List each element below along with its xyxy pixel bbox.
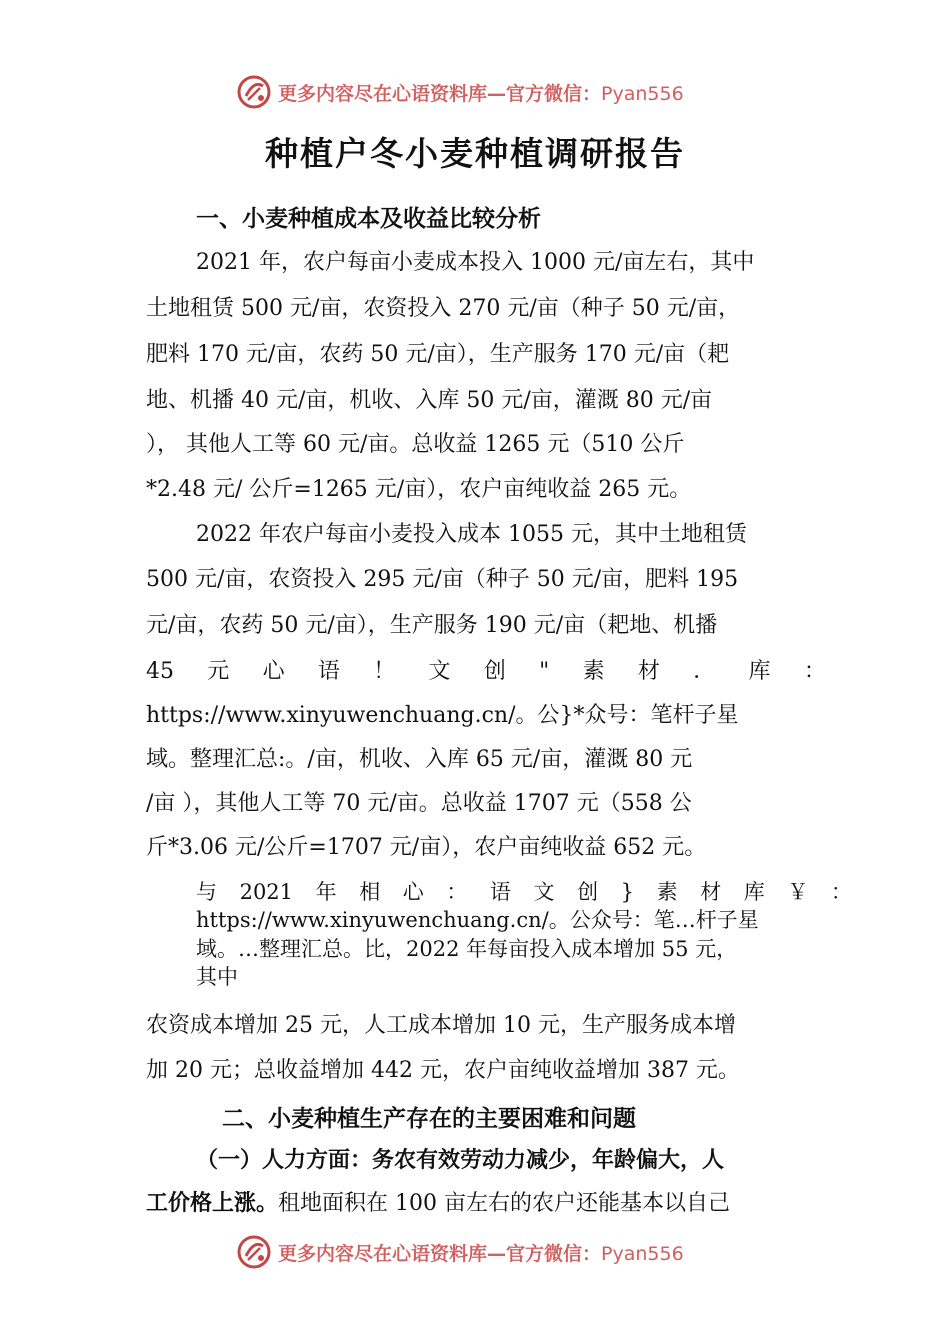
paragraph-line: ）， 其他人工等 60 元/亩。总收益 1265 元（510 公斤 bbox=[146, 432, 685, 457]
spread-text-line: 与 2021 年 相 心 ： 语 文 创 } 素 材 库 ￥ ： bbox=[196, 880, 852, 904]
paragraph-line: 工价格上涨。租地面积在 100 亩左右的农户还能基本以自己 bbox=[146, 1191, 730, 1216]
paragraph-line: 肥料 170 元/亩，农药 50 元/亩），生产服务 170 元/亩（耙 bbox=[146, 342, 730, 367]
watermark-text: 更多内容尽在心语资料库—官方微信：Pyan556 bbox=[278, 1242, 684, 1265]
brand-logo-icon bbox=[236, 74, 272, 110]
paragraph-line: 其中 bbox=[196, 965, 238, 989]
paragraph-line: /亩 ），其他人工等 70 元/亩。总收益 1707 元（558 公 bbox=[146, 791, 692, 816]
paragraph-line: https://www.xinyuwenchuang.cn/。公}*众号：笔杆子星 bbox=[146, 703, 739, 728]
page-title: 种植户冬小麦种植调研报告 bbox=[265, 134, 685, 173]
subheading-line: （一）人力方面：务农有效劳动力减少，年龄偏大，人 bbox=[196, 1148, 725, 1173]
paragraph-line: *2.48 元/ 公斤=1265 元/亩），农户亩纯收益 265 元。 bbox=[146, 477, 692, 502]
paragraph-line: 地、机播 40 元/亩，机收、入库 50 元/亩，灌溉 80 元/亩 bbox=[146, 388, 713, 413]
section-heading-1: 一、小麦种植成本及收益比较分析 bbox=[196, 206, 541, 232]
watermark-text: 更多内容尽在心语资料库—官方微信：Pyan556 bbox=[278, 82, 684, 105]
paragraph-line: https://www.xinyuwenchuang.cn/。公众号：笔…杆子星 bbox=[196, 908, 759, 932]
spread-text-line: 45 元 心 语 ！ 文 创 " 素 材 ． 库 ： bbox=[146, 659, 826, 684]
brand-logo-icon bbox=[236, 1234, 272, 1270]
paragraph-line: 加 20 元；总收益增加 442 元，农户亩纯收益增加 387 元。 bbox=[146, 1058, 740, 1083]
watermark-banner-top bbox=[236, 72, 736, 112]
section-heading-2: 二、小麦种植生产存在的主要困难和问题 bbox=[222, 1106, 636, 1132]
paragraph-line: 500 元/亩，农资投入 295 元/亩（种子 50 元/亩，肥料 195 bbox=[146, 567, 739, 592]
paragraph-line: 2021 年，农户每亩小麦成本投入 1000 元/亩左右，其中 bbox=[196, 250, 755, 275]
paragraph-line: 农资成本增加 25 元，人工成本增加 10 元，生产服务成本增 bbox=[146, 1013, 736, 1038]
watermark-banner-bottom bbox=[236, 1232, 736, 1272]
paragraph-line: 2022 年农户每亩小麦投入成本 1055 元，其中土地租赁 bbox=[196, 522, 747, 547]
paragraph-line: 斤*3.06 元/公斤=1707 元/亩），农户亩纯收益 652 元。 bbox=[146, 835, 707, 860]
paragraph-line: 域。…整理汇总。比，2022 年每亩投入成本增加 55 元， bbox=[196, 937, 738, 961]
paragraph-line: 域。整理汇总:。/亩，机收、入库 65 元/亩，灌溉 80 元 bbox=[146, 747, 693, 772]
paragraph-line: 土地租赁 500 元/亩，农资投入 270 元/亩（种子 50 元/亩， bbox=[146, 296, 741, 321]
paragraph-line: 元/亩，农药 50 元/亩），生产服务 190 元/亩（耙地、机播 bbox=[146, 613, 718, 638]
